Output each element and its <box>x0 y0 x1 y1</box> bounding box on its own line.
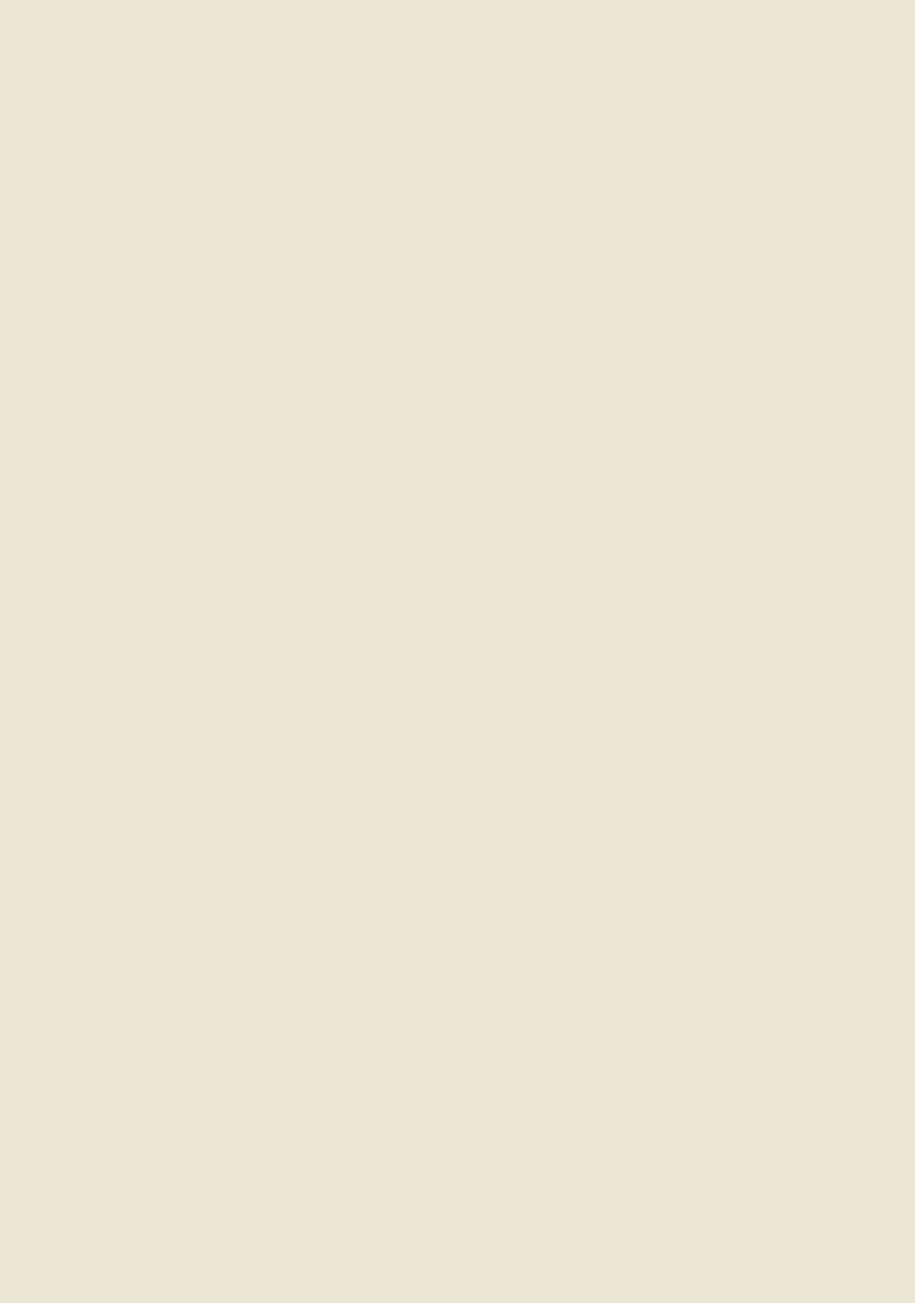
header-returned <box>826 126 862 222</box>
header-remaining <box>866 118 912 222</box>
header-by-balance <box>650 142 688 222</box>
header-balance-1912 <box>512 142 546 222</box>
header-assigned <box>460 120 508 222</box>
header-by-transfers <box>740 142 774 222</box>
